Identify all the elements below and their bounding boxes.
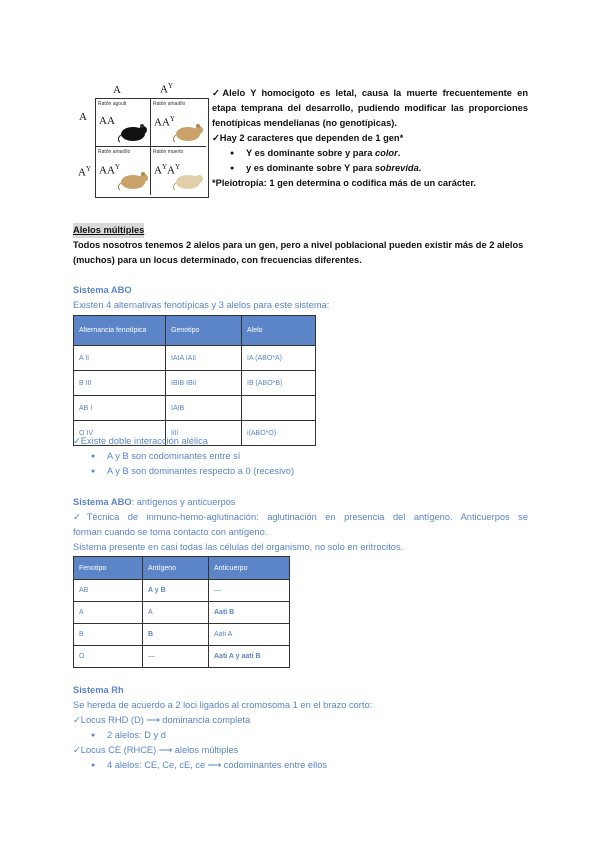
table-cell: AB I	[74, 396, 166, 421]
row-label-a: A	[79, 111, 87, 123]
table-cell: Aati A	[209, 624, 290, 646]
table-cell: B III	[74, 371, 166, 396]
intro-line-4: ✓Hay 2 caracteres que dependen de 1 gen*	[212, 133, 404, 143]
list-item: ● A y B son dominantes respecto a 0 (recesivo)	[73, 464, 294, 479]
antigen-header-antigen: Antígeno	[143, 557, 209, 580]
table-cell: IAIB	[166, 396, 242, 421]
abo-table	[73, 315, 316, 446]
rh-line-2: ✓Locus RHD (D) ⟶ dominancia completa	[73, 715, 251, 725]
table-row	[74, 346, 316, 371]
row-label-ay: $A^Y$	[78, 165, 92, 179]
rh-line-1: Se hereda de acuerdo a 2 loci ligados al cromosoma 1 en el brazo corto:	[73, 700, 373, 710]
abo-desc: Existen 4 alternativas fenotípicas y 3 alelos para este sistema:	[73, 300, 330, 310]
col-label-ay: $A^Y$	[160, 82, 174, 96]
intro-line-3: fenotípicas mendelianas (no genotípicas).	[212, 118, 397, 128]
abo-header-allele: Alelo	[242, 316, 316, 346]
list-item: ● 2 alelos: D y d	[73, 728, 166, 743]
table-cell: IB (ABO*B)	[242, 371, 316, 396]
table-cell: A y B	[143, 580, 209, 602]
table-cell: IiIi	[166, 421, 242, 446]
intro-line-2: etapa temprana del desarrollo, pudiendo modificar las proporciones	[212, 103, 528, 113]
antigen-header-phenotype: Fenotipo	[74, 557, 143, 580]
punnett-cell	[96, 147, 151, 195]
table-cell: —	[209, 580, 290, 602]
abo-bullets	[73, 449, 294, 479]
antigen-header-antibody: Anticuerpo	[209, 557, 290, 580]
rh-heading: Sistema Rh	[73, 685, 124, 695]
black-mouse-icon	[118, 121, 148, 143]
table-cell: A	[143, 602, 209, 624]
abo2-line-3: Sistema presente en casi todas las células del organismo, no solo en eritrocitos.	[73, 542, 404, 552]
col-label-a: A	[113, 84, 121, 96]
table-row	[74, 396, 316, 421]
cell-genotype: $AA^Y$	[154, 115, 175, 129]
punnett-grid	[95, 98, 209, 198]
abo-heading: Sistema ABO	[73, 285, 132, 295]
table-cell: i(ABO*O)	[242, 421, 316, 446]
bullet-sobrevida: ● y es dominante sobre Y para sobrevida.	[212, 161, 421, 176]
intro-bullets	[212, 146, 421, 176]
rh-bullets-2	[73, 758, 327, 773]
table-cell	[242, 396, 316, 421]
rh-bullets-1	[73, 728, 166, 743]
table-cell: A II	[74, 346, 166, 371]
abo-header-phenotype: Alternancia fenotípica	[74, 316, 166, 346]
abo2-line-2: forman cuando se toma contacto con antígeno.	[73, 527, 268, 537]
cell-genotype: $A^YA^Y$	[154, 163, 181, 177]
table-cell: B	[143, 624, 209, 646]
table-cell: Aati B	[209, 602, 290, 624]
alelos-line-2: (muchos) para un locus determinado, con frecuencias diferentes.	[73, 255, 362, 265]
abo2-line-1: ✓Técnica de inmuno-hemo-aglutinación: aglutinación en presencia del antígeno. Anticuerpos se	[73, 512, 528, 522]
dead-mouse-icon	[173, 169, 205, 191]
list-item: ● A y B son codominantes entre sí	[73, 449, 294, 464]
abo-header-genotype: Genotipo	[166, 316, 242, 346]
table-cell: —	[143, 646, 209, 668]
alelos-heading: Alelos múltiples	[73, 223, 144, 238]
abo2-heading: Sistema ABO: antígenos y anticuerpos	[73, 497, 236, 507]
table-cell: A	[74, 602, 143, 624]
table-row	[74, 646, 290, 668]
list-item: ● 4 alelos: CE, Ce, cE, ce ⟶ codominantes entre ellos	[73, 758, 327, 773]
table-cell: O	[74, 646, 143, 668]
table-row	[74, 371, 316, 396]
table-row	[74, 580, 290, 602]
table-cell: AB	[74, 580, 143, 602]
alelos-line-1: Todos nosotros tenemos 2 alelos para un gen, pero a nivel poblacional pueden existir más de 2 alelos	[73, 240, 524, 250]
table-cell: IA (ABO*A)	[242, 346, 316, 371]
cell-caption: Ratón amarillo	[153, 101, 186, 107]
table-cell: Aati A y aati B	[209, 646, 290, 668]
antigen-table	[73, 556, 290, 668]
bullet-color: ● Y es dominante sobre y para color.	[212, 146, 421, 161]
cell-genotype: $AA^Y$	[99, 163, 120, 177]
rh-line-3: ✓Locus CE (RHCE) ⟶ alelos múltiples	[73, 745, 239, 755]
table-cell: O IV	[74, 421, 166, 446]
table-cell: B	[74, 624, 143, 646]
intro-line-1: ✓Alelo Y homocigoto es letal, causa la muerte frecuentemente en	[212, 88, 528, 98]
table-cell: IBIB IBIi	[166, 371, 242, 396]
punnett-cell	[96, 99, 151, 147]
yellow-mouse-icon	[173, 121, 205, 143]
table-row	[74, 624, 290, 646]
cell-caption: Ratón agouti	[98, 101, 127, 107]
table-row	[74, 602, 290, 624]
yellow-mouse-icon	[118, 169, 150, 191]
pleiotropia-footnote: *Pleiotropía: 1 gen determina o codifica más de un carácter.	[212, 178, 477, 188]
punnett-cell	[151, 147, 206, 195]
cell-caption: Ratón muerto	[153, 149, 184, 155]
table-cell: IAIA IAIi	[166, 346, 242, 371]
cell-caption: Ratón amarillo	[98, 149, 131, 155]
abo-note: ✓Existe doble interacción alélica	[73, 436, 208, 446]
punnett-cell	[151, 99, 206, 147]
cell-genotype: AA	[99, 115, 115, 127]
